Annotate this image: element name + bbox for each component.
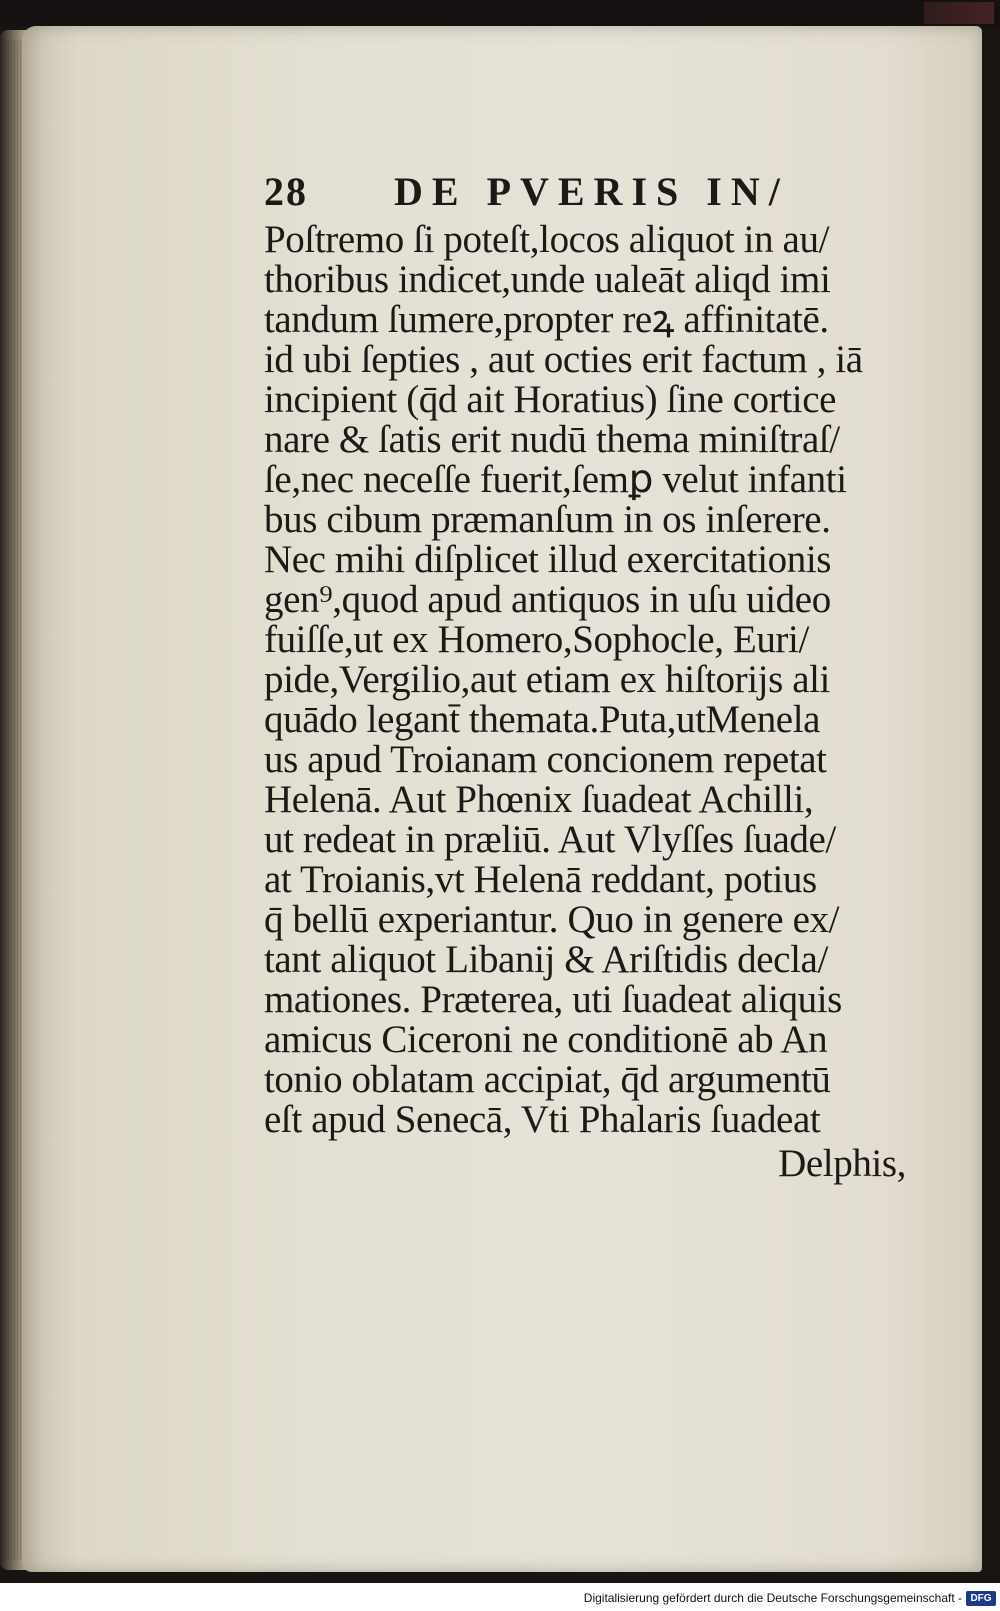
text-line: fuiſſe,ut ex Homero,Sophocle, Euri/ xyxy=(264,618,809,661)
dfg-logo: DFG xyxy=(966,1591,996,1606)
text-line: q̄ bellū experiantur. Quo in genere ex/ xyxy=(264,898,840,941)
digitization-footer xyxy=(0,1583,1000,1611)
running-head xyxy=(264,168,914,220)
funding-credit: Digitalisierung gefördert durch die Deutsche Forschungsgemeinschaft - xyxy=(583,1591,962,1605)
text-line: ut redeat in præliū. Aut Vlyſſes ſuade/ xyxy=(264,818,836,861)
page-text-block xyxy=(264,168,914,1184)
text-line: ſe,nec neceſſe fuerit,ſemꝑ velut infanti xyxy=(264,458,847,501)
text-line: mationes. Præterea, uti ſuadeat aliquis xyxy=(264,978,842,1021)
scan-top-border xyxy=(0,0,1000,26)
text-line: tant aliquot Libanij & Ariſtidis decla/ xyxy=(264,938,828,981)
text-line: pide,Vergilio,aut etiam ex hiſtorijs ali xyxy=(264,658,830,701)
library-stamp-mark xyxy=(924,2,994,24)
text-line: at Troianis,vt Helenā reddant, potius xyxy=(264,858,817,901)
text-line: quādo legant̄ themata.Puta,utMenela xyxy=(264,698,821,741)
text-line: thoribus indicet,unde ualeāt aliqd imi xyxy=(264,258,831,301)
text-line: amicus Ciceroni ne conditionē ab An xyxy=(264,1018,828,1061)
running-title: DE PVERIS IN/ xyxy=(394,169,789,214)
text-line: eſt apud Senecā, Vti Phalaris ſuadeat xyxy=(264,1098,821,1141)
text-line: Poſtremo ſi poteſt,locos aliquot in au/ xyxy=(264,218,830,261)
text-line: gen⁹,quod apud antiquos in uſu uideo xyxy=(264,578,831,621)
text-line: incipient (q̄d ait Horatius) ſine cortice xyxy=(264,378,837,421)
text-line: tonio oblatam accipiat, q̄d argumentū xyxy=(264,1058,831,1101)
text-line: bus cibum præmanſum in os inſerere. xyxy=(264,498,831,541)
text-line: nare & ſatis erit nudū thema miniſtraſ/ xyxy=(264,418,840,461)
text-line: us apud Troianam concionem repetat xyxy=(264,738,827,781)
text-line: Nec mihi diſplicet illud exercitationis xyxy=(264,538,832,581)
page-number: 28 xyxy=(264,169,308,214)
text-lines xyxy=(264,220,914,1140)
text-line: tandum ſumere,propter reꝝ affinitatē. xyxy=(264,298,829,341)
text-line: id ubi ſepties , aut octies erit factum , iā xyxy=(264,338,863,381)
catchword: Delphis, xyxy=(778,1142,906,1185)
text-line: Helenā. Aut Phœnix ſuadeat Achilli, xyxy=(264,778,814,821)
